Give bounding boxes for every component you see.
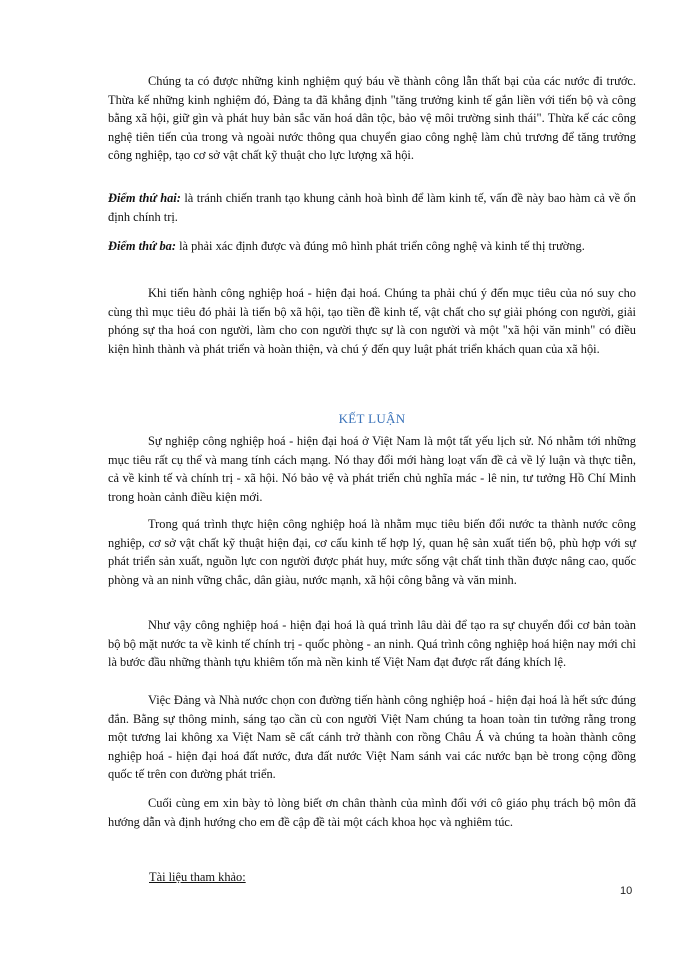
conclusion-paragraph-3: Như vậy công nghiệp hoá - hiện đại hoá là quá trình lâu dài để tạo ra sự chuyển đổi cơ bản toàn bộ bộ mặt nước ta về kinh tế chính trị - quốc phòng - an ninh. Quá trình công nghiệp hoá hiện nay mới chỉ là bước đầu những thành tựu khiêm tốn mà nền kinh tế Việt Nam đạt được rất đáng khích lệ.: [108, 618, 636, 670]
point-three-text: là phải xác định được và đúng mô hình phát triển công nghệ và kinh tế thị trường.: [176, 239, 585, 253]
point-two-lead: Điểm thứ hai:: [108, 191, 181, 205]
paragraph-point-two: [108, 189, 636, 226]
conclusion-paragraph-5: Cuối cùng em xin bày tỏ lòng biết ơn chân thành của mình đối với cô giáo phụ trách bộ môn đã hướng dẫn và định hướng cho em đề cập đề tài một cách khoa học và nghiêm túc.: [108, 796, 636, 829]
conclusion-paragraph-2: Trong quá trình thực hiện công nghiệp hoá là nhằm mục tiêu biến đổi nước ta thành nước công nghiệp, cơ sở vật chất kỹ thuật hiện đại, cơ cấu kinh tế hợp lý, quan hệ sản xuất tiến bộ, phù hợp với sự phát triển sản xuất, nguồn lực con người được phát huy, mức sống vật chất tinh thần được nâng cao, quốc phòng và an ninh vững chắc, dân giàu, nước mạnh, xã hội công bằng và văn minh.: [108, 517, 636, 587]
paragraph-point-three: [108, 237, 636, 256]
conclusion-paragraph-1: Sự nghiệp công nghiệp hoá - hiện đại hoá ở Việt Nam là một tất yếu lịch sử. Nó nhằm tới những mục tiêu rất cụ thể và mang tính cách mạng. Nó thay đổi mới hàng loạt vấn đề cả về lý luận và thực tiễn, cả về kinh tế và chính trị - xã hội. Nó bảo vệ và phát triển chủ nghĩa mác - lê nin, tư tưởng Hồ Chí Minh trong hoàn cảnh điều kiện mới.: [108, 434, 636, 504]
point-three-lead: Điểm thứ ba:: [108, 239, 176, 253]
page-number: 10: [620, 885, 633, 897]
paragraph-goals: Khi tiến hành công nghiệp hoá - hiện đại hoá. Chúng ta phải chú ý đến mục tiêu của nó suy cho cùng thì mục tiêu đó phải là tiến bộ xã hội, tạo tiền đề kinh tế, vật chất cho sự giải phóng con người, giải phóng sự tha hoá con người, làm cho con người thực sự là con người và một "xã hội văn minh" có điều kiện hình thành và phát triển và hoàn thiện, và chú ý đến quy luật phát triển khách quan của xã hội.: [108, 286, 636, 356]
conclusion-heading: KẾT LUẬN: [338, 411, 406, 426]
point-two-text: là tránh chiến tranh tạo khung cảnh hoà bình để làm kinh tế, vấn đề này bao hàm cả về ổn định chính trị.: [108, 191, 636, 224]
conclusion-paragraph-4: Việc Đảng và Nhà nước chọn con đường tiến hành công nghiệp hoá - hiện đại hoá là hết sức đúng đắn. Bằng sự thông minh, sáng tạo cần cù con người Việt Nam chúng ta hoan toàn tin tưởng rằng trong một tương lai không xa Việt Nam sẽ cất cánh trở thành con rồng Châu Á và chúng ta hoàn thành công nghiệp hoá - hiện đại hoá đất nước, đưa đất nước Việt Nam sánh vai các nước bạn bè trong cộng đồng quốc tế trên con đường phát triển.: [108, 693, 636, 782]
references-label: Tài liệu tham khảo:: [149, 870, 246, 884]
paragraph-experience: Chúng ta có được những kinh nghiệm quý báu về thành công lẫn thất bại của các nước đi trước. Thừa kế những kinh nghiệm đó, Đảng ta đã khẳng định "tăng trưởng kinh tế gắn liền với tiến bộ và công bằng xã hội, giữ gìn và phát huy bản sắc văn hoá dân tộc, bảo vệ môi trường sinh thái". Thừa kế các công nghệ tiên tiến của trong và ngoài nước thông qua chuyển giao công nghệ làm chủ trương để tăng trưởng công nghiệp, tạo cơ sở vật chất kỹ thuật cho lực lượng xã hội.: [108, 74, 636, 163]
